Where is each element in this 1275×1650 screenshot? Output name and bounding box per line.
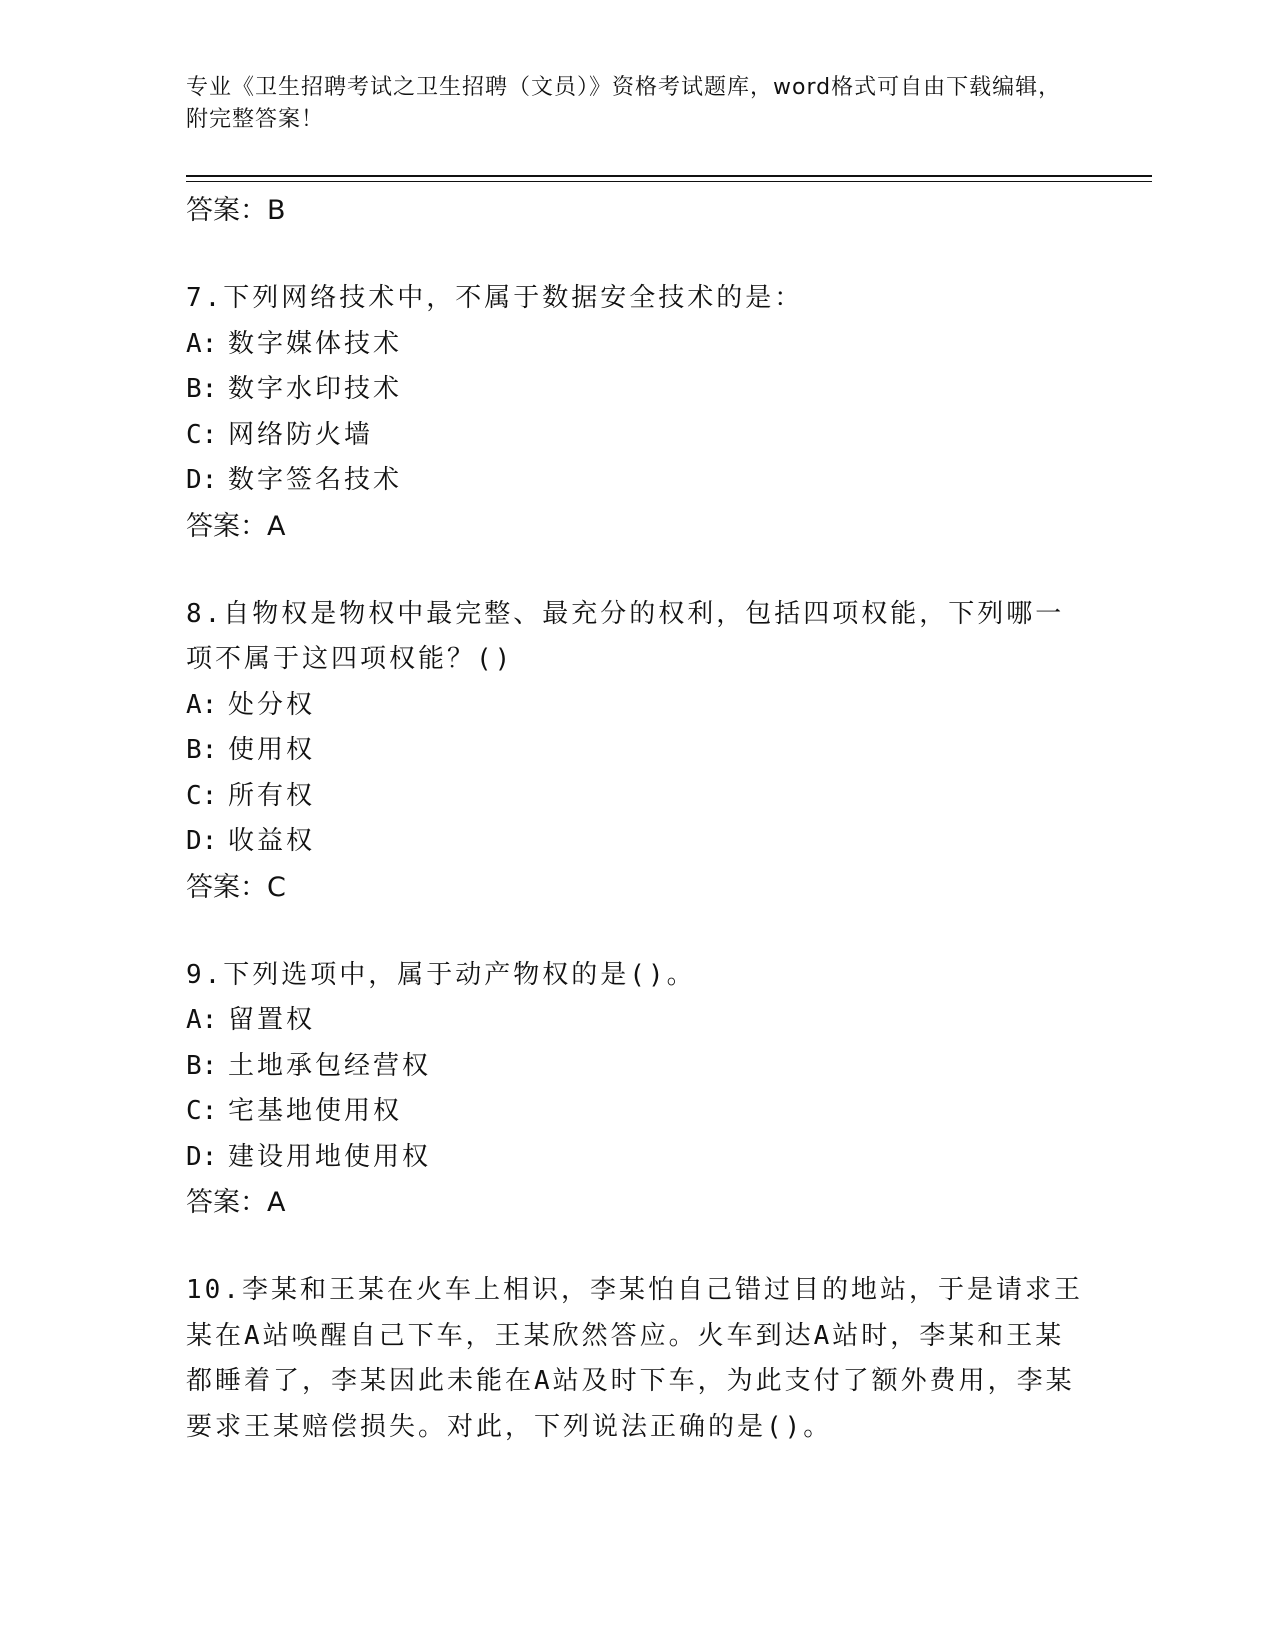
option-letter: D: [186, 465, 218, 495]
answer-line: 答案：A [186, 510, 286, 542]
option-text: 土地承包经营权 [228, 1050, 432, 1081]
question-stem: 8.自物权是物权中最完整、最充分的权利，包括四项权能，下列哪一项不属于这四项权能？() [186, 598, 1065, 674]
option-d [186, 1135, 1086, 1181]
previous-answer: 答案：B [186, 195, 286, 226]
option-a [186, 998, 1086, 1044]
option-c [186, 774, 1086, 820]
question-stem: 10.李某和王某在火车上相识，李某怕自己错过目的地站，于是请求王某在A站唤醒自己下车，王某欣然答应。火车到达A站时，李某和王某都睡着了，李某因此未能在A站及时下车，为此支付了额外费用，李某要求王某赔偿损失。对此，下列说法正确的是()。 [186, 1275, 1083, 1442]
option-d [186, 819, 1086, 865]
question-8 [186, 592, 1086, 911]
option-a [186, 683, 1086, 729]
question-stem: 7.下列网络技术中，不属于数据安全技术的是： [186, 283, 804, 313]
option-letter: A: [186, 328, 218, 359]
page-header: 专业《卫生招聘考试之卫生招聘（文员）》资格考试题库，word格式可自由下载编辑，附完整答案！ [186, 75, 1062, 132]
option-c [186, 413, 1086, 459]
option-d [186, 458, 1086, 504]
option-letter: D: [186, 826, 218, 856]
option-text: 数字签名技术 [228, 465, 403, 495]
option-letter: B: [186, 374, 218, 404]
option-b [186, 367, 1086, 413]
answer-line: 答案：A [186, 1187, 286, 1218]
option-letter: D: [186, 1141, 218, 1172]
question-stem: 9.下列选项中，属于动产物权的是()。 [186, 959, 696, 990]
option-letter: C: [186, 1096, 218, 1126]
option-text: 数字水印技术 [228, 374, 403, 404]
option-letter: B: [186, 1050, 218, 1081]
option-text: 网络防火墙 [228, 419, 374, 450]
option-text: 处分权 [228, 689, 316, 720]
option-letter: C: [186, 419, 218, 450]
option-text: 留置权 [228, 1005, 316, 1035]
question-7 [186, 276, 1086, 550]
option-letter: C: [186, 780, 218, 811]
option-letter: B: [186, 735, 218, 765]
option-text: 数字媒体技术 [228, 328, 403, 359]
option-letter: A: [186, 689, 218, 720]
option-text: 建设用地使用权 [228, 1141, 432, 1172]
option-letter: A: [186, 1005, 218, 1035]
question-list [186, 188, 1086, 1450]
option-text: 宅基地使用权 [228, 1096, 403, 1126]
question-9 [186, 953, 1086, 1227]
option-c [186, 1089, 1086, 1135]
option-text: 使用权 [228, 735, 316, 765]
header-rule-thin [186, 181, 1152, 182]
header-rule-thick [186, 175, 1152, 177]
answer-line: 答案：C [186, 871, 286, 903]
question-10 [186, 1268, 1086, 1450]
option-text: 所有权 [228, 780, 316, 811]
option-a [186, 322, 1086, 368]
option-text: 收益权 [228, 826, 316, 856]
option-b [186, 1044, 1086, 1090]
option-b [186, 728, 1086, 774]
